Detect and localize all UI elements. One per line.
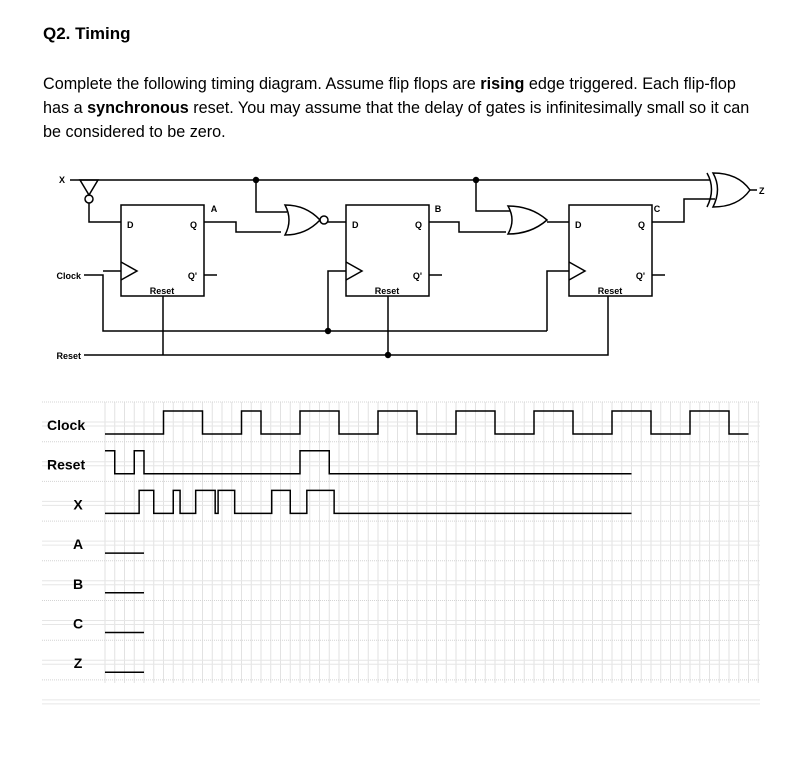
- ff2-reset-label: Reset: [374, 286, 400, 296]
- ff3-q-label: Q: [637, 220, 645, 230]
- output-z-label: Z: [759, 186, 765, 196]
- ff2-d-label: D: [352, 220, 359, 230]
- question-text-part-1: Complete the following timing diagram. Assume flip flops are: [43, 75, 481, 93]
- input-x-label: X: [58, 175, 65, 185]
- timing-label-clock: Clock: [47, 417, 86, 433]
- ff1-reset-label: Reset: [149, 286, 175, 296]
- ff3-qbar-label: Q': [635, 271, 645, 281]
- ff1-d-label: D: [127, 220, 134, 230]
- question-text-part-2: edge triggered. Each flip-flop has a: [43, 75, 736, 117]
- timing-label-x: X: [73, 496, 83, 513]
- ff2-qbar-label: Q': [412, 271, 422, 281]
- ff1-output-a-label: A: [210, 204, 218, 214]
- circuit-reset-label: Reset: [56, 351, 81, 361]
- ff2-output-b-label: B: [434, 204, 442, 214]
- timing-label-z: Z: [73, 655, 83, 672]
- timing-label-reset: Reset: [47, 456, 86, 473]
- ff1-qbar-label: Q': [187, 271, 197, 281]
- question-text-part-3: reset. You may assume that the delay of gates is infinitesimally small so it can be considered to be zero.: [43, 99, 750, 141]
- timing-label-b: B: [72, 575, 84, 592]
- ff3-reset-label: Reset: [597, 286, 623, 296]
- question-title: Q2. Timing: [43, 24, 131, 43]
- timing-label-a: A: [72, 536, 84, 553]
- ff1-q-label: Q: [189, 220, 197, 230]
- rising-emphasis: rising: [480, 75, 525, 93]
- timing-label-c: C: [72, 615, 84, 632]
- ff2-q-label: Q: [414, 220, 422, 230]
- synchronous-emphasis: synchronous: [87, 99, 189, 117]
- circuit-clock-label: Clock: [56, 271, 81, 281]
- timing-grid: [42, 402, 760, 704]
- ff3-d-label: D: [575, 220, 582, 230]
- ff3-output-c-label: C: [653, 204, 661, 214]
